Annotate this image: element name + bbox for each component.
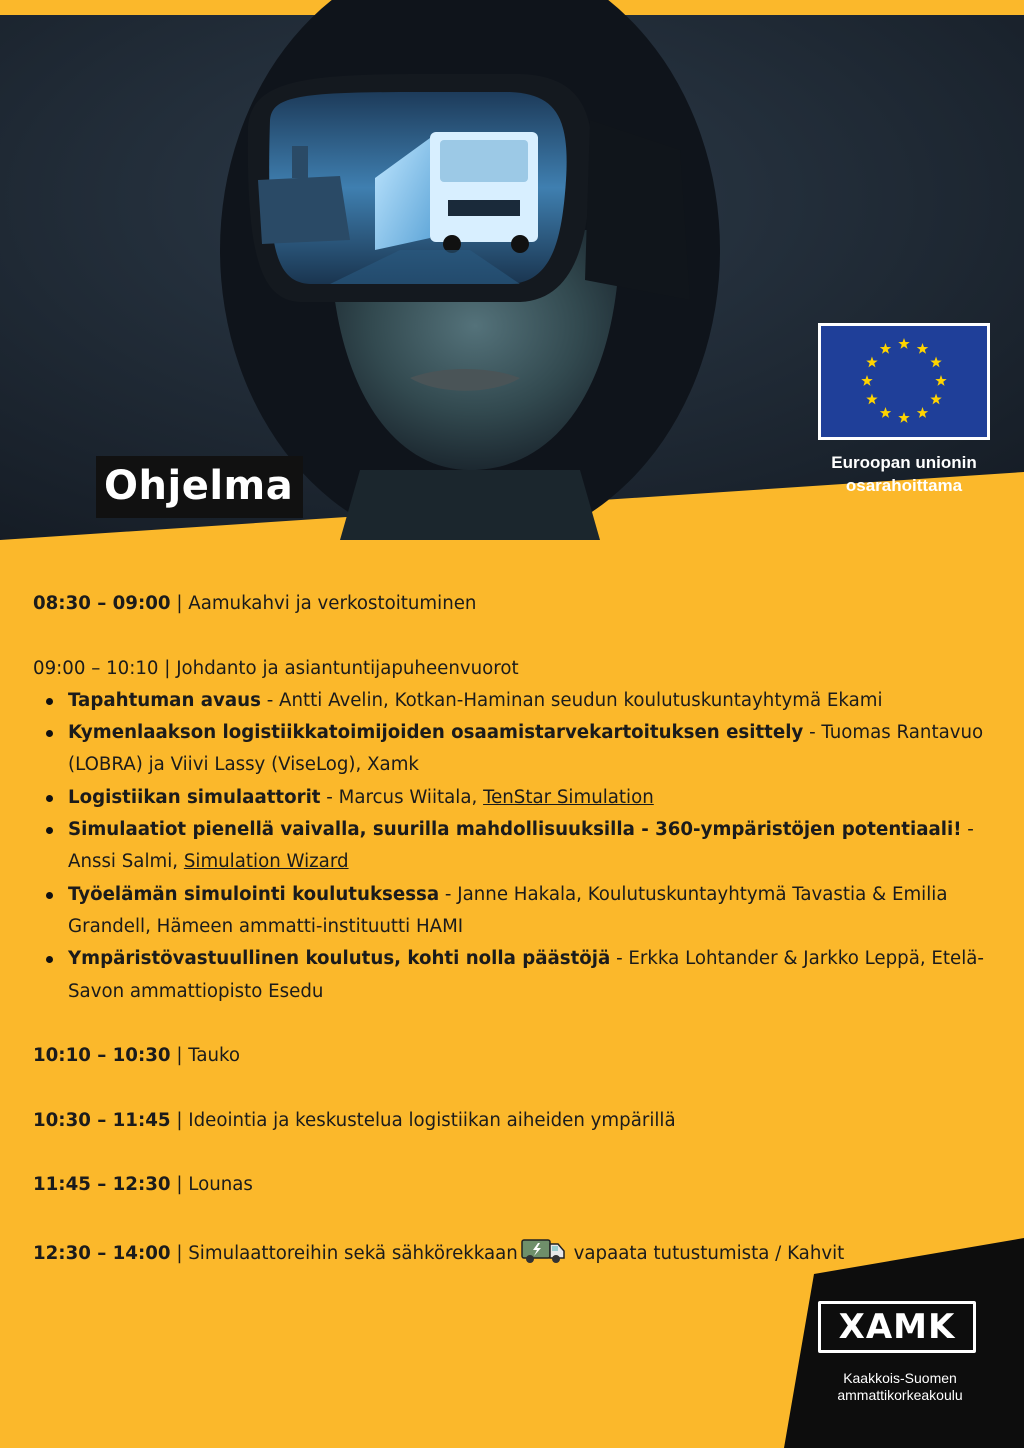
schedule-slot <box>33 1169 1003 1201</box>
slot-time: 08:30 – 09:00 <box>33 593 171 614</box>
talk-title: Kymenlaakson logistiikkatoimijoiden osaamistarvekartoituksen esittely <box>68 722 804 744</box>
slot-separator: | <box>158 657 177 679</box>
slot-time: 10:30 – 11:45 <box>33 1109 171 1131</box>
slot-text: Simulaattoreihin sekä sähkörekkaan <box>188 1242 518 1264</box>
talk-item <box>33 814 1003 879</box>
talk-speakers: - Erkka Lohtander & Jarkko Leppä, Etelä-Savon ammattiopisto Esedu <box>68 948 984 1002</box>
talk-speakers: - Marcus Wiitala, <box>320 786 484 808</box>
logo-sub-line-2: ammattikorkeakoulu <box>837 1387 963 1403</box>
schedule-slot <box>33 588 1003 620</box>
talk-title: Ympäristövastuullinen koulutus, kohti nolla päästöjä <box>68 948 611 970</box>
talk-speakers: - Janne Hakala, Koulutuskuntayhtymä Tavastia & Emilia Grandell, Hämeen ammatti-instituutti HAMI <box>68 883 948 937</box>
slot-separator: | <box>170 1242 189 1264</box>
talk-speakers: - Anssi Salmi, <box>68 819 974 873</box>
talk-speakers: - Tuomas Rantavuo (LOBRA) ja Viivi Lassy (ViseLog), Xamk <box>68 722 984 776</box>
xamk-logo-subtitle <box>800 1370 1000 1404</box>
talk-item <box>33 782 1003 814</box>
slot-text: Ideointia ja keskustelua logistiikan aiheiden ympärillä <box>188 1109 676 1131</box>
talk-title: Työelämän simulointi koulutuksessa <box>68 883 440 905</box>
simulation-wizard-link[interactable]: Simulation Wizard <box>183 851 349 873</box>
talk-title: Tapahtuman avaus <box>68 689 261 711</box>
slot-time: 09:00 – 10:10 <box>33 657 159 679</box>
slot-separator: | <box>170 1045 189 1067</box>
tenstar-link[interactable]: TenStar Simulation <box>483 786 654 808</box>
talk-item <box>33 943 1003 1008</box>
slot-text: Tauko <box>188 1045 241 1067</box>
talk-title: Simulaatiot pienellä vaivalla, suurilla mahdollisuuksilla - 360-ympäristöjen potentiaali! <box>68 819 962 841</box>
slot-separator: | <box>170 1109 189 1131</box>
logo-sub-line-1: Kaakkois-Suomen <box>843 1370 957 1386</box>
talk-speakers: - Antti Avelin, Kotkan-Haminan seudun koulutuskuntayhtymä Ekami <box>260 689 883 711</box>
slot-separator: | <box>170 1174 189 1196</box>
xamk-logo: XAMK <box>818 1301 976 1353</box>
slot-text: Lounas <box>188 1174 253 1196</box>
slot-text: Johdanto ja asiantuntijapuheenvuorot <box>176 657 519 679</box>
eu-caption-line-2: osarahoittama <box>845 476 963 495</box>
eu-flag-icon <box>818 323 990 440</box>
eu-caption-line-1: Euroopan unionin <box>831 453 977 472</box>
slot-separator: | <box>170 593 189 614</box>
talk-item <box>33 685 1003 717</box>
talk-title: Logistiikan simulaattorit <box>68 786 321 808</box>
talk-item <box>33 879 1003 944</box>
program-schedule <box>33 588 1003 1310</box>
schedule-slot <box>33 653 1003 685</box>
slot-text-after: vapaata tutustumista / Kahvit <box>567 1242 845 1264</box>
slot-time: 12:30 – 14:00 <box>33 1242 171 1264</box>
talk-list <box>33 685 1003 1008</box>
talk-item <box>33 717 1003 782</box>
electric-van-icon <box>520 1234 566 1277</box>
schedule-slot <box>33 1040 1003 1072</box>
slot-time: 11:45 – 12:30 <box>33 1174 171 1196</box>
slot-text: Aamukahvi ja verkostoituminen <box>188 593 477 614</box>
slot-time: 10:10 – 10:30 <box>33 1045 171 1067</box>
schedule-slot <box>33 1105 1003 1137</box>
page-title: Ohjelma <box>96 456 303 518</box>
eu-funding-caption <box>790 451 1018 497</box>
